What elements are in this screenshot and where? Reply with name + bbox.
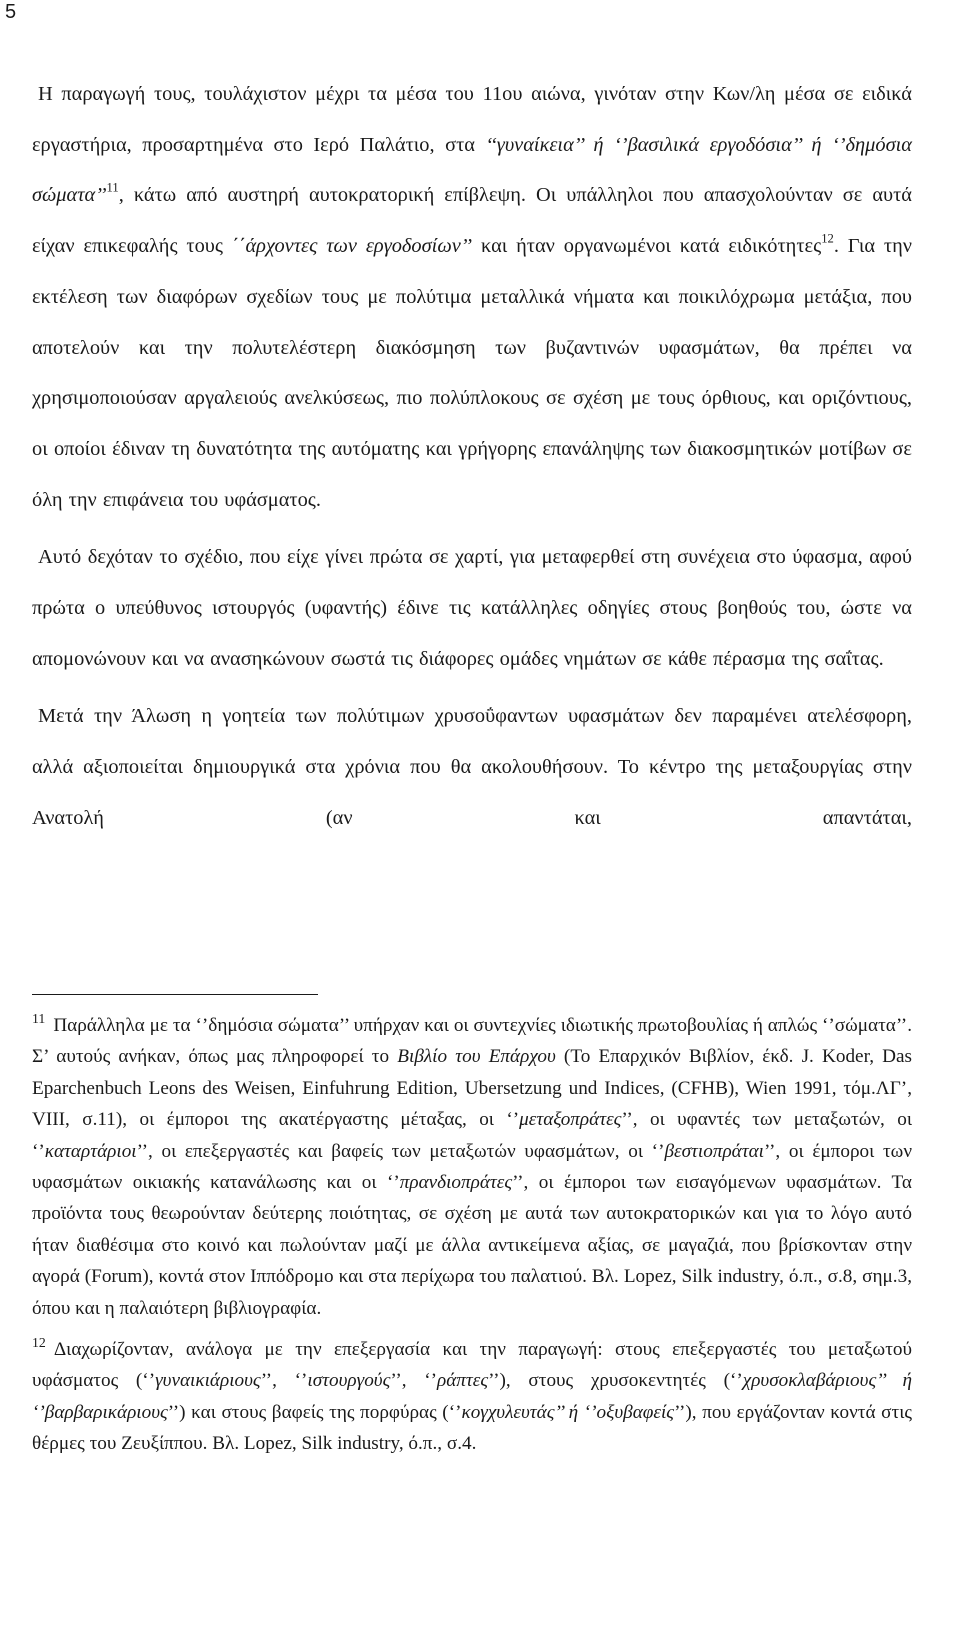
footnote-ref-12[interactable]: 12 xyxy=(821,231,834,246)
footnote-mark: 11 xyxy=(32,1011,46,1027)
page-number: 5 xyxy=(5,1,17,23)
paragraph-2: Αυτό δεχόταν το σχέδιο, που είχε γίνει πρώτα σε χαρτί, για μεταφερθεί στη συνέχεια στο ύφασμα, αφού πρώτα ο υπεύθυνος ιστουργός (υφαντής) έδινε τις κατάλληλες οδηγίες στους βοηθούς του, ώστε να απομονώνουν και να ανασηκώνουν σωστά τις διάφορες ομάδες νημάτων σε κάθε πέρασμα της σαΐτας. xyxy=(32,546,912,670)
main-text xyxy=(32,69,912,844)
footnote-mark: 12 xyxy=(32,1335,46,1351)
footnote-12: $^{12}$ Διαχωρίζονταν, ανάλογα με την επεξεργασία και την παραγωγή: στους επεξεργαστές του μεταξωτού υφάσματος (‘’γυναικιάριους’’, ‘’ιστουργούς’’, ‘’ράπτες’’), στους χρυσοκεντητές (‘’χρυσοκλαβάριους’’ ή ‘’βαρβαρικάριους’’) και στους βαφείς της πορφύρας (‘’κογχυλευτάς’’ ή ‘’οξυβαφείς’’), που εργάζονταν κοντά στις θέρμες του Ζευξίππου. Βλ. Lopez, Silk industry, ό.π., σ.4. xyxy=(32,1335,912,1455)
footnote-separator xyxy=(32,994,318,995)
footnote-ref-11[interactable]: 11 xyxy=(106,180,119,195)
footnotes xyxy=(32,1010,912,1460)
paragraph-1: Η παραγωγή τους, τουλάχιστον μέχρι τα μέσα του 11ου αιώνα, γινόταν στην Κων/λη μέσα σε ειδικά εργαστήρια, προσαρτημένα στο Ιερό Παλάτιο, στα ‘‘γυναίκεια’’ ή ‘’βασιλικά εργοδόσια’’ ή ‘’δημόσια σώματα’’$^{11}$, κάτω από αυστηρή αυτοκρατορική επίβλεψη. Οι υπάλληλοι που απασχολούνταν σε αυτά είχαν επικεφαλής τους ΄΄άρχοντες των εργοδοσίων’’ και ήταν οργανωμένοι κατά ειδικότητες$^{12}$. Για την εκτέλεση των διαφόρων σχεδίων τους με πολύτιμα μεταλλικά νήματα και ποικιλόχρωμα μετάξια, που αποτελούν και την πολυτελέστερη διακόσμηση των βυζαντινών υφασμάτων, θα πρέπει να χρησιμοποιούσαν αργαλειούς ανελκύσεως, πιο πολύπλοκους σε σχέση με τους όρθιους, και οριζόντιους, οι οποίοι έδιναν τη δυνατότητα της αυτόματης και γρήγορης επανάληψης των διακοσμητικών μοτίβων σε όλη την επιφάνεια του υφάσματος. xyxy=(32,83,913,511)
paragraph-3: Μετά την Άλωση η γοητεία των πολύτιμων χρυσοΰφαντων υφασμάτων δεν παραμένει ατελέσφορη, αλλά αξιοποιείται δημιουργικά στα χρόνια που θα ακολουθήσουν. Το κέντρο της μεταξουργίας στην Ανατολή (αν και απαντάται, xyxy=(32,705,912,829)
footnote-11: $^{11}$ Παράλληλα με τα ‘’δημόσια σώματα’’ υπήρχαν και οι συντεχνίες ιδιωτικής πρωτοβουλίας ή απλώς ‘’σώματα’’. Σ’ αυτούς ανήκαν, όπως μας πληροφορεί το Βιβλίο του Επάρχου (Το Επαρχικόν Βιβλίον, έκδ. J. Koder, Das Eparchenbuch Leons des Weisen, Einfuhrung Edition, Ubersetzung und Indices, (CFHB), Wien 1991, τόμ.ΛΓ’, VIII, σ.11), οι έμποροι της ακατέργαστης μέταξας, οι ‘’μεταξοπράτες’’, οι υφαντές των μεταξωτών, οι ‘’καταρτάριοι’’, οι επεξεργαστές και βαφείς των μεταξωτών υφασμάτων, οι ‘’βεστιοπράται’’, οι έμποροι των υφασμάτων οικιακής κατανάλωσης και οι ‘’πρανδιοπράτες’’, οι έμποροι των εισαγόμενων υφασμάτων. Τα προϊόντα τους θεωρούνταν δεύτερης ποιότητας, σε σχέση με αυτά των αυτοκρατορικών και για το λόγο αυτό ήταν διαθέσιμα στο κοινό και πωλούνταν μαζί με άλλα αντικείμενα αξίας, σε μαγαζιά, που βρίσκονταν στην αγορά (Forum), κοντά στον Ιππόδρομο και στα περίχωρα του παλατιού. Βλ. Lopez, Silk industry, ό.π., σ.8, σημ.3, όπου και η παλαιότερη βιβλιογραφία. xyxy=(32,1011,912,1319)
